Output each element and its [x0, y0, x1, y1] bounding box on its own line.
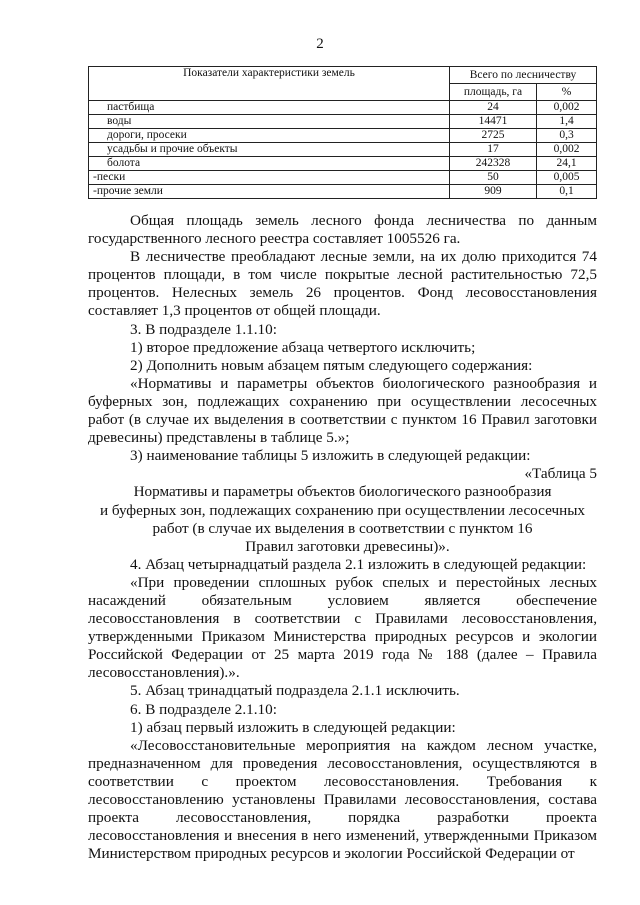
row-name: усадьбы и прочие объекты [89, 143, 450, 157]
quoted-reforestation-paragraph: «Лесовосстановительные мероприятия на каждом лесном участке, предназначенном для проведения лесовосстановления, осуществляются в соответствии с проектом лесовосстановления. Требования к лесовосстановлению установлены Правилами лесовосстановления, состава проекта лесовосстановления, порядка разработки проекта лесовосстановления и внесения в него изменений, утвержденными Приказом Министерством природных ресурсов и экологии Российской Федерации от [88, 736, 597, 863]
header-total-by-forestry: Всего по лесничеству [450, 67, 597, 84]
table-5-label: «Таблица 5 [524, 465, 597, 483]
land-characteristics-table [88, 66, 597, 199]
row-percent: 0,1 [537, 185, 597, 199]
item-5: 5. Абзац тринадцатый подраздела 2.1.1 исключить. [130, 682, 460, 700]
row-name: -пески [89, 171, 450, 185]
table-row [89, 171, 597, 185]
table-row [89, 101, 597, 115]
table-row [89, 143, 597, 157]
row-name: пастбища [89, 101, 450, 115]
table-5-title-line-2: и буферных зон, подлежащих сохранению при осуществлении лесосечных [99, 501, 586, 519]
row-name: дороги, просеки [89, 129, 450, 143]
table-5-title-line-1: Нормативы и параметры объектов биологического разнообразия [133, 483, 552, 501]
row-percent: 1,4 [537, 115, 597, 129]
table-5-title-line-3: работ (в случае их выделения в соответствии с пунктом 16 [152, 519, 533, 537]
row-area: 2725 [450, 129, 537, 143]
row-area: 14471 [450, 115, 537, 129]
item-4: 4. Абзац четырнадцатый раздела 2.1 изложить в следующей редакции: [130, 555, 587, 573]
table-row [89, 157, 597, 171]
paragraph-forest-lands: В лесничестве преобладают лесные земли, на их долю приходится 74 процентов площади, в том числе покрытые лесной растительностью 72,5 процентов. Нелесных земель 26 процентов. Фонд лесовосстановления составляет 1,3 процентов от общей площади. [88, 248, 597, 320]
header-area: площадь, га [450, 84, 537, 101]
paragraph-total-area: Общая площадь земель лесного фонда лесничества по данным государственного лесного реестра составляет 1005526 га. [88, 212, 597, 248]
row-area: 17 [450, 143, 537, 157]
item-6-subitem-1: 1) абзац первый изложить в следующей редакции: [130, 718, 456, 736]
row-percent: 0,005 [537, 171, 597, 185]
item-3-subitem-1: 1) второе предложение абзаца четвертого исключить; [130, 338, 476, 356]
row-percent: 0,002 [537, 143, 597, 157]
row-percent: 0,3 [537, 129, 597, 143]
row-area: 50 [450, 171, 537, 185]
row-percent: 24,1 [537, 157, 597, 171]
table-row [89, 129, 597, 143]
document-body [88, 212, 597, 863]
table-5-title-line-4: Правил заготовки древесины)». [245, 537, 450, 555]
header-percent: % [537, 84, 597, 101]
table-row [89, 115, 597, 129]
row-area: 24 [450, 101, 537, 115]
row-area: 909 [450, 185, 537, 199]
quoted-clear-cutting-paragraph: «При проведении сплошных рубок спелых и перестойных лесных насаждений обязательным условием является обеспечение лесовосстановления в соответствии с Правилами лесовосстановления, утвержденными Приказом Министерства природных ресурсов и экологии Российской Федерации от 25 марта 2019 года № 188 (далее – Правила лесовосстановления).». [88, 573, 597, 682]
header-indicators: Показатели характеристики земель [89, 67, 450, 101]
item-3-subitem-2: 2) Дополнить новым абзацем пятым следующего содержания: [130, 356, 533, 374]
table-row [89, 185, 597, 199]
row-name: воды [89, 115, 450, 129]
row-name: -прочие земли [89, 185, 450, 199]
row-percent: 0,002 [537, 101, 597, 115]
page-number: 2 [316, 36, 324, 52]
item-3-subitem-3: 3) наименование таблицы 5 изложить в следующей редакции: [130, 447, 531, 465]
item-6-heading: 6. В подразделе 2.1.10: [130, 700, 277, 718]
quoted-new-paragraph: «Нормативы и параметры объектов биологического разнообразия и буферных зон, подлежащих сохранению при осуществлении лесосечных работ (в случае их выделения в соответствии с пунктом 16 Правил заготовки древесины) представлены в таблице 5.»; [88, 374, 597, 447]
row-name: болота [89, 157, 450, 171]
row-area: 242328 [450, 157, 537, 171]
item-3-heading: 3. В подразделе 1.1.10: [130, 320, 277, 338]
table-header-row [89, 67, 597, 84]
